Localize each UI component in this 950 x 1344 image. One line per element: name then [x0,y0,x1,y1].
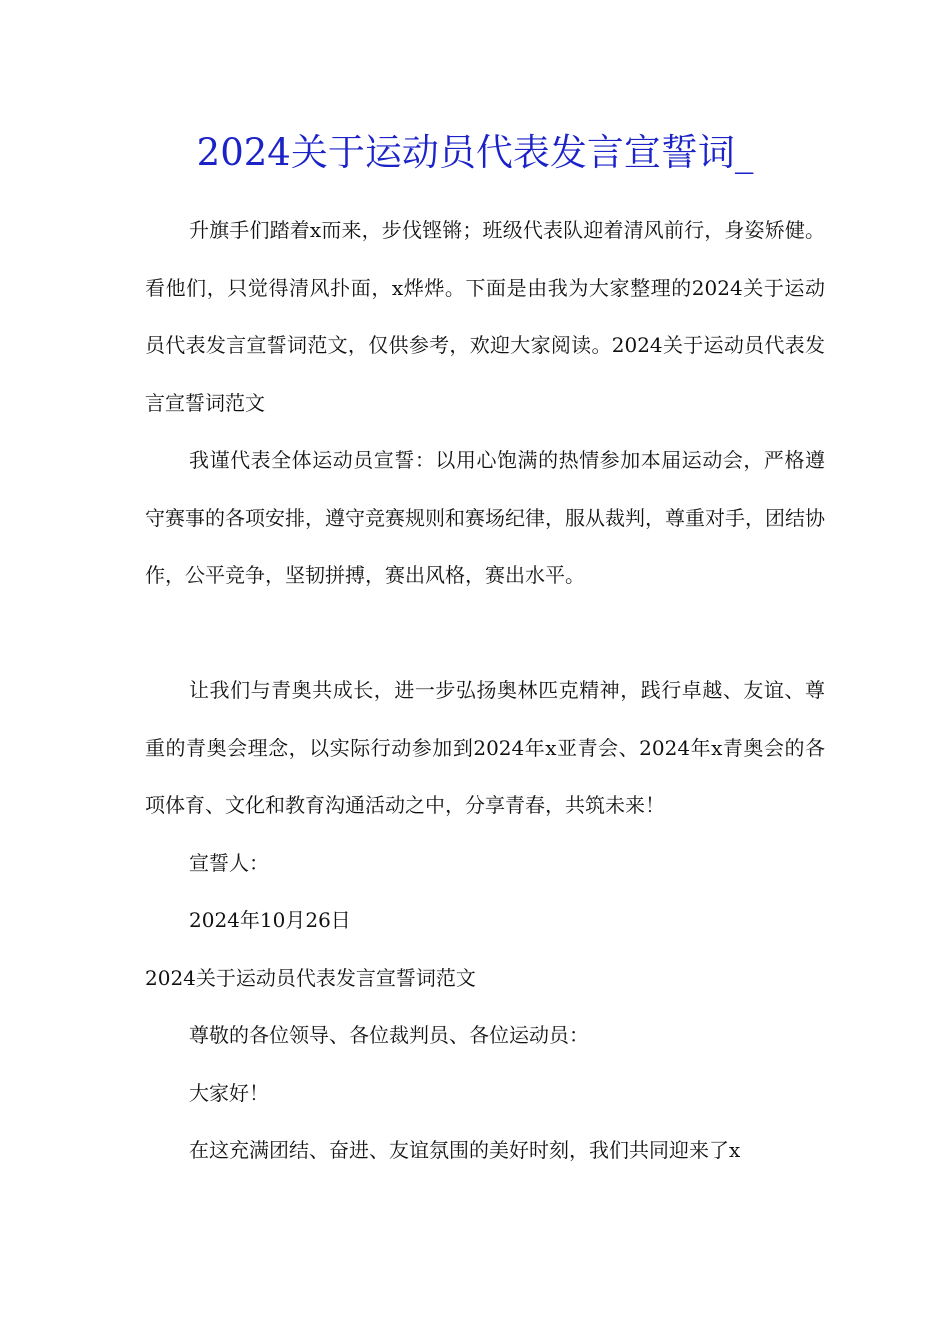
paragraph-intro: 升旗手们踏着x而来，步伐铿锵；班级代表队迎着清风前行，身姿矫健。看他们，只觉得清风扑面，x烨烨。下面是由我为大家整理的2024关于运动员代表发言宣誓词范文，仅供参考，欢迎大家阅读。2024关于运动员代表发言宣誓词范文 [145,218,825,415]
paragraph-salutation: 尊敬的各位领导、各位裁判员、各位运动员： [189,1023,589,1047]
paragraph-section-heading: 2024关于运动员代表发言宣誓词范文 [145,965,476,990]
paragraph-youth-olympics: 让我们与青奥共成长，进一步弘扬奥林匹克精神，践行卓越、友谊、尊重的青奥会理念，以实际行动参加到2024年x亚青会、2024年x青奥会的各项体育、文化和教育沟通活动之中，分享青春，共筑未来！ [145,678,825,817]
paragraph-date: 2024年10月26日 [189,908,351,932]
paragraph-oath: 我谨代表全体运动员宣誓：以用心饱满的热情参加本届运动会，严格遵守赛事的各项安排，遵守竞赛规则和赛场纪律，服从裁判，尊重对手，团结协作，公平竞争，坚韧拼搏，赛出风格，赛出水平。 [145,448,825,587]
paragraph-oath-taker: 宣誓人： [189,850,269,875]
document-title: 2024关于运动员代表发言宣誓词_ [196,131,754,174]
document-body [145,202,825,1180]
paragraph-opening: 在这充满团结、奋进、友谊氛围的美好时刻，我们共同迎来了x [189,1138,741,1162]
paragraph-spacer [145,605,825,663]
paragraph-greeting: 大家好！ [189,1080,269,1105]
